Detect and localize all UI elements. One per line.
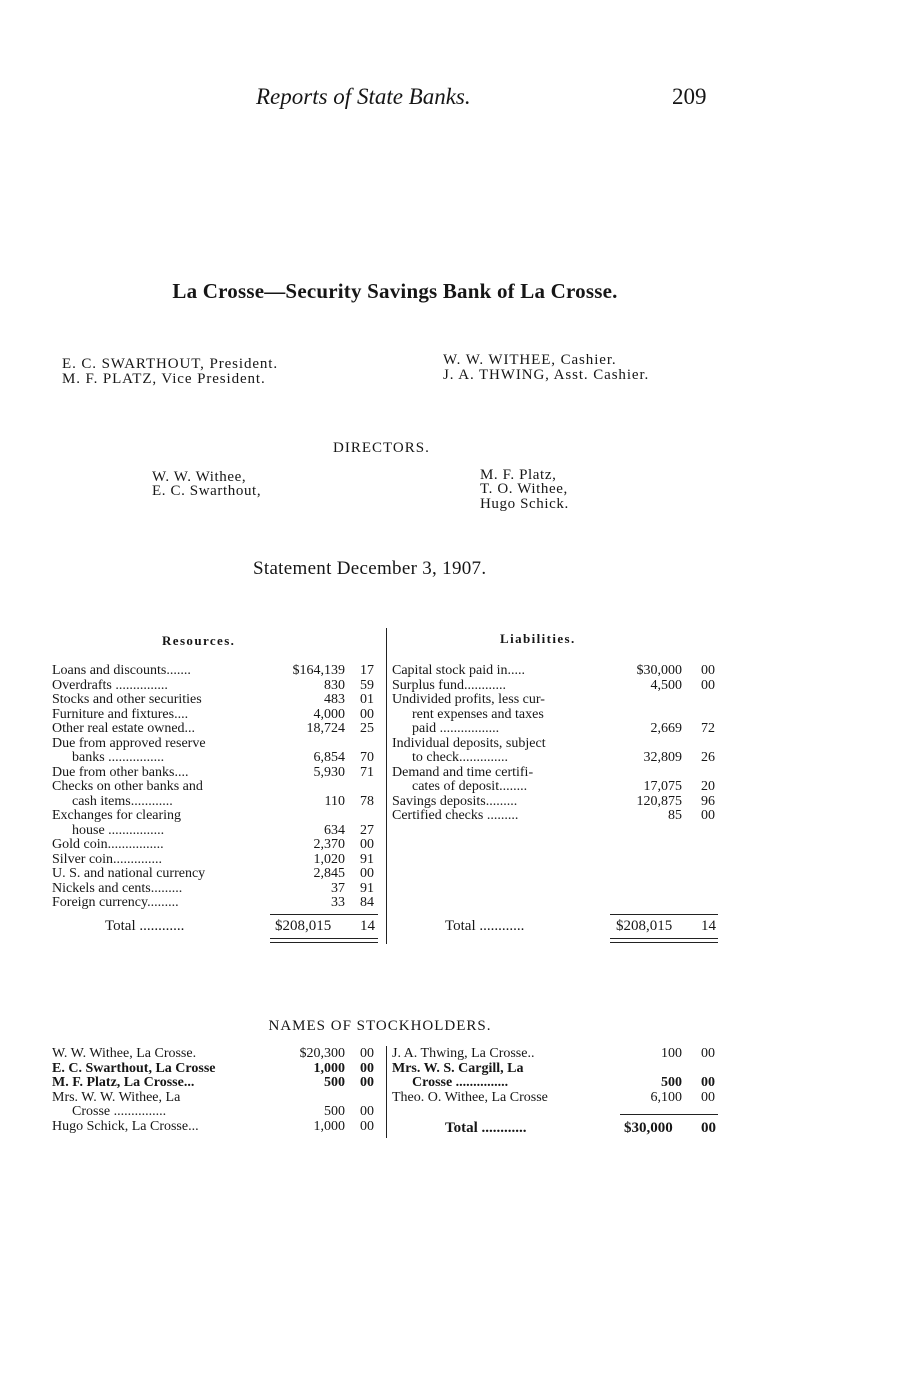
stockholder-row [392, 1047, 722, 1062]
officer-vice-president: M. F. PLATZ, Vice President. [62, 371, 266, 387]
resource-row [52, 795, 382, 810]
liability-label: to check.............. [412, 750, 509, 765]
resource-row [52, 882, 382, 897]
liabilities-total-label: Total ............ [445, 918, 525, 934]
stockholder-label: Mrs. W. S. Cargill, La [392, 1060, 524, 1076]
stockholder-dollars: 500 [324, 1104, 345, 1119]
stockholder-dollars: 1,000 [313, 1118, 345, 1134]
resource-row [52, 853, 382, 868]
resource-row [52, 896, 382, 911]
resource-dollars: 1,020 [313, 851, 345, 867]
resource-cents: 91 [360, 880, 374, 896]
stockholder-cents: 00 [360, 1104, 374, 1119]
resource-label: cash items............ [72, 793, 173, 809]
stockholder-dollars: 1,000 [313, 1060, 345, 1076]
resource-cents: 78 [360, 793, 374, 809]
resource-dollars: 4,000 [313, 706, 345, 722]
resource-cents: 71 [360, 764, 374, 780]
director-withee: W. W. Withee, [152, 469, 247, 485]
stockholder-label: Crosse ............... [72, 1104, 167, 1119]
resource-cents: 27 [360, 822, 374, 838]
resources-total-rule-double-1 [270, 938, 378, 939]
resource-row [52, 708, 382, 723]
resources-total-rule-double-2 [270, 942, 378, 943]
resource-label: Silver coin.............. [52, 851, 163, 867]
stockholders-total-dollars: $30,000 [624, 1120, 673, 1136]
liability-label: paid ................. [412, 721, 500, 736]
liability-label: Undivided profits, less cur- [392, 692, 545, 707]
resource-row [52, 824, 382, 839]
stockholder-label: E. C. Swarthout, La Crosse [52, 1060, 216, 1076]
resource-dollars: 483 [324, 692, 345, 707]
officer-president: E. C. SWARTHOUT, President. [62, 356, 279, 372]
resource-label: Due from other banks.... [52, 764, 189, 780]
liabilities-total-rule-double-1 [610, 938, 718, 939]
resource-row [52, 679, 382, 694]
liability-dollars: 32,809 [643, 750, 682, 765]
liability-cents: 96 [701, 793, 715, 809]
liability-label: Savings deposits......... [392, 793, 518, 809]
resource-cents: 17 [360, 663, 374, 678]
stockholder-label: Theo. O. Withee, La Crosse [392, 1089, 548, 1105]
officer-asst-cashier: J. A. THWING, Asst. Cashier. [443, 367, 650, 383]
stockholders-heading: NAMES OF STOCKHOLDERS. [268, 1018, 492, 1034]
liability-cents: 20 [701, 779, 715, 794]
stockholder-dollars: 100 [661, 1046, 682, 1061]
liability-row [392, 795, 722, 810]
resource-dollars: 2,370 [313, 837, 345, 852]
resource-cents: 59 [360, 677, 374, 693]
statement-date: Statement December 3, 1907. [253, 558, 487, 579]
stockholder-row [52, 1105, 382, 1120]
liability-label: Certified checks ......... [392, 808, 519, 823]
liability-row [392, 751, 722, 766]
liability-label: Surplus fund............ [392, 677, 506, 693]
stockholder-row [52, 1076, 382, 1091]
resource-label: Nickels and cents......... [52, 880, 183, 896]
resource-label: Stocks and other securities [52, 692, 202, 707]
resource-row [52, 838, 382, 853]
resource-label: Furniture and fixtures.... [52, 706, 189, 722]
resource-row [52, 664, 382, 679]
liability-row [392, 809, 722, 824]
stockholder-row [392, 1062, 722, 1077]
resource-cents: 70 [360, 750, 374, 765]
resource-dollars: 830 [324, 677, 345, 693]
liability-row [392, 780, 722, 795]
resources-heading: Resources. [162, 633, 236, 648]
resource-label: Checks on other banks and [52, 779, 203, 794]
liabilities-table [392, 664, 722, 824]
stockholder-row [392, 1091, 722, 1106]
liability-dollars: $30,000 [636, 663, 682, 678]
page-number: 209 [672, 84, 707, 109]
stockholder-label: Crosse ............... [412, 1075, 509, 1090]
stockholders-right-table [392, 1047, 722, 1105]
liabilities-total-cents: 14 [701, 918, 716, 934]
liability-cents: 00 [701, 808, 715, 823]
liability-label: Individual deposits, subject [392, 735, 546, 751]
director-schick: Hugo Schick. [480, 496, 569, 512]
liability-dollars: 4,500 [650, 677, 682, 693]
stockholder-dollars: 500 [324, 1075, 345, 1090]
stockholder-dollars: $20,300 [299, 1046, 345, 1061]
resources-table [52, 664, 382, 911]
resource-label: Overdrafts ............... [52, 677, 168, 693]
liability-row [392, 708, 722, 723]
resource-label: house ................ [72, 822, 165, 838]
resources-total-dollars: $208,015 [275, 918, 332, 934]
liability-cents: 00 [701, 677, 715, 693]
resources-total-rule-top [270, 914, 378, 915]
resource-row [52, 780, 382, 795]
resource-label: Due from approved reserve [52, 735, 206, 751]
resource-dollars: 634 [324, 822, 345, 838]
liability-dollars: 85 [668, 808, 682, 823]
stockholder-row [52, 1091, 382, 1106]
liability-row [392, 664, 722, 679]
liability-cents: 26 [701, 750, 715, 765]
resource-row [52, 751, 382, 766]
resource-dollars: 5,930 [313, 764, 345, 780]
liabilities-total-rule-top [610, 914, 718, 915]
officer-cashier: W. W. WITHEE, Cashier. [443, 352, 617, 368]
liabilities-heading: Liabilities. [500, 631, 576, 646]
resource-row [52, 867, 382, 882]
liability-label: cates of deposit........ [412, 779, 528, 794]
resource-dollars: 18,724 [306, 721, 345, 736]
liability-dollars: 2,669 [650, 721, 682, 736]
resource-cents: 01 [360, 692, 374, 707]
stockholder-row [52, 1047, 382, 1062]
stockholder-cents: 00 [701, 1046, 715, 1061]
resource-cents: 00 [360, 866, 374, 881]
resources-total-label: Total ............ [105, 918, 185, 934]
liability-cents: 00 [701, 663, 715, 678]
resource-dollars: 110 [324, 793, 345, 809]
stockholder-cents: 00 [360, 1118, 374, 1134]
stockholders-total-rule [620, 1114, 718, 1115]
stockholder-row [392, 1076, 722, 1091]
resource-row [52, 809, 382, 824]
director-t-withee: T. O. Withee, [480, 481, 568, 497]
resource-label: Other real estate owned... [52, 721, 196, 736]
stockholder-cents: 00 [360, 1075, 374, 1090]
stockholders-total-cents: 00 [701, 1120, 716, 1136]
liability-row [392, 693, 722, 708]
stockholder-cents: 00 [360, 1046, 374, 1061]
resource-cents: 00 [360, 837, 374, 852]
resource-row [52, 737, 382, 752]
stockholder-dollars: 500 [661, 1075, 682, 1090]
liability-label: rent expenses and taxes [412, 706, 544, 722]
resource-dollars: 6,854 [313, 750, 345, 765]
resource-dollars: 33 [331, 895, 345, 910]
stockholder-label: Mrs. W. W. Withee, La [52, 1089, 181, 1105]
resource-cents: 84 [360, 895, 374, 910]
stockholder-label: M. F. Platz, La Crosse... [52, 1075, 195, 1090]
stockholder-cents: 00 [701, 1089, 715, 1105]
resource-cents: 91 [360, 851, 374, 867]
director-platz: M. F. Platz, [480, 467, 557, 483]
liability-row [392, 737, 722, 752]
director-swarthout: E. C. Swarthout, [152, 483, 262, 499]
stockholder-row [52, 1120, 382, 1135]
statement-divider [386, 628, 387, 944]
liability-cents: 72 [701, 721, 715, 736]
stockholder-label: W. W. Withee, La Crosse. [52, 1046, 197, 1061]
liability-row [392, 766, 722, 781]
stockholder-dollars: 6,100 [650, 1089, 682, 1105]
liability-label: Capital stock paid in..... [392, 663, 525, 678]
stockholder-row [52, 1062, 382, 1077]
resource-label: Gold coin................ [52, 837, 164, 852]
stockholder-label: J. A. Thwing, La Crosse.. [392, 1046, 535, 1061]
liability-row [392, 679, 722, 694]
directors-heading: DIRECTORS. [333, 440, 430, 456]
resource-label: U. S. and national currency [52, 866, 206, 881]
stockholder-cents: 00 [701, 1075, 715, 1090]
resource-label: banks ................ [72, 750, 165, 765]
resource-dollars: 2,845 [313, 866, 345, 881]
resources-total-cents: 14 [360, 918, 375, 934]
resource-row [52, 693, 382, 708]
liabilities-total-rule-double-2 [610, 942, 718, 943]
stockholders-divider [386, 1046, 387, 1138]
liability-dollars: 120,875 [636, 793, 682, 809]
stockholders-left-table [52, 1047, 382, 1134]
resource-label: Foreign currency......... [52, 895, 179, 910]
resource-dollars: 37 [331, 880, 345, 896]
stockholder-cents: 00 [360, 1060, 374, 1076]
resource-label: Exchanges for clearing [52, 808, 182, 823]
stockholders-total-label: Total ............ [445, 1120, 527, 1136]
liability-dollars: 17,075 [643, 779, 682, 794]
running-title: Reports of State Banks. [256, 84, 471, 109]
resource-cents: 00 [360, 706, 374, 722]
resource-dollars: $164,139 [292, 663, 345, 678]
liability-label: Demand and time certifi- [392, 764, 534, 780]
resource-row [52, 766, 382, 781]
stockholder-label: Hugo Schick, La Crosse... [52, 1118, 199, 1134]
resource-cents: 25 [360, 721, 374, 736]
resource-row [52, 722, 382, 737]
bank-title: La Crosse—Security Savings Bank of La Crosse. [172, 279, 618, 303]
resource-label: Loans and discounts....... [52, 663, 191, 678]
liability-row [392, 722, 722, 737]
liabilities-total-dollars: $208,015 [616, 918, 673, 934]
